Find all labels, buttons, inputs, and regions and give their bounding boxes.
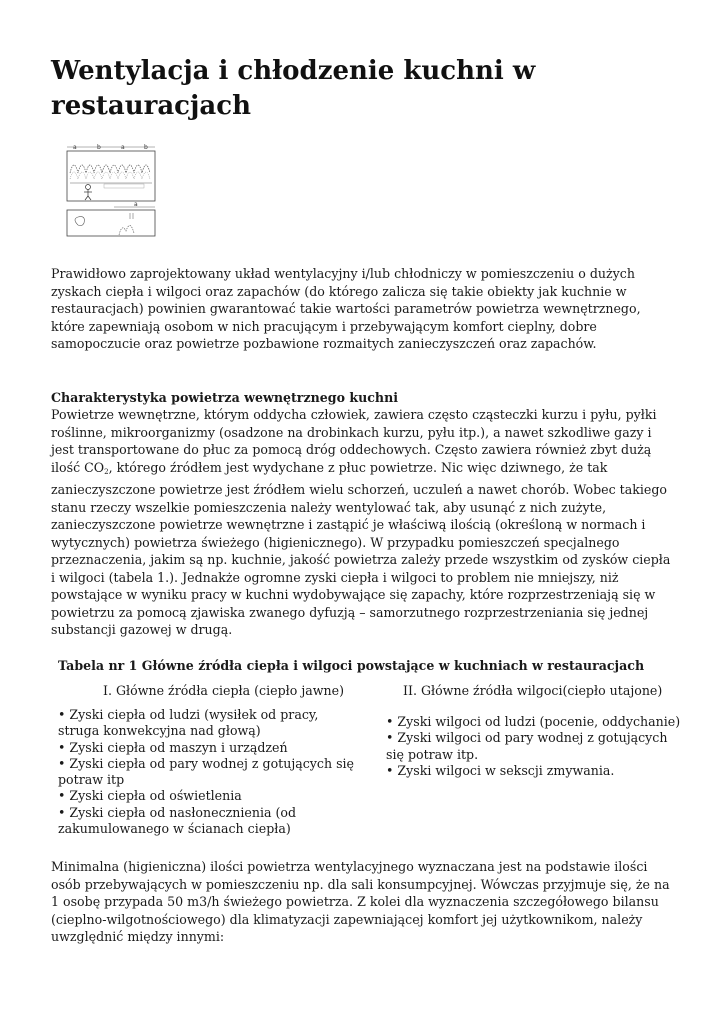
- section-heading: Charakterystyka powietrza wewnętrznego kuchni: [51, 390, 399, 405]
- page-title: Wentylacja i chłodzenie kuchni w restauracjach: [51, 56, 536, 121]
- list-item: • Zyski wilgoci od pary wodnej z gotujących się potraw itp.: [386, 730, 668, 762]
- co2-subscript: 2: [104, 467, 109, 476]
- heat-sources-list: [58, 707, 358, 837]
- closing-paragraph: Minimalna (higieniczna) ilości powietrza wentylacyjnego wyznaczana jest na podstawie ilości osób przebywających w pomieszczeniu np. dla sali konsumpcyjnej. Wówczas przyjmuje się, że na 1 osobę przypada 50 m3/h świeżego powietrza. Z kolei dla wyznaczenia szczegółowego bilansu (cieplno-wilgotnościowego) dla klimatyzacji zapewniającej komfort jej użytkownikom, należy uwzględnić między innymi:: [51, 859, 670, 944]
- table-col1-header: I. Główne źródła ciepła (ciepło jawne): [103, 683, 344, 698]
- intro-paragraph: Prawidłowo zaprojektowany układ wentylacyjny i/lub chłodniczy w pomieszczeniu o dużych zyskach ciepła i wilgoci oraz zapachów (do którego zalicza się takie obiekty jak kuchnie w restauracjach) powinien gwarantować takie wartości parametrów powietrza wewnętrznego, które zapewniają osobom w nich pracującym i przebywającym komfort cieplny, dobre samopoczucie oraz powietrze pozbawione rozmaitych zanieczyszczeń oraz zapachów.: [51, 266, 641, 351]
- section-paragraph-part1: Powietrze wewnętrzne, którym oddycha człowiek, zawiera często cząsteczki kurzu i pyłu, pyłki roślinne, mikroorganizmy (osadzone na drobinkach kurzu, pyłu itp.), a nawet szkodliwe gazy i jest transportowane do płuc za pomocą dróg oddechowych. Często zawiera również zbyt dużą ilość CO: [51, 407, 657, 475]
- moisture-sources-list: [386, 714, 686, 779]
- figure-label-a: a: [73, 144, 77, 151]
- list-item: • Zyski ciepła od ludzi (wysiłek od pracy, struga konwekcyjna nad głową): [58, 707, 319, 739]
- figure-label-a2: a: [121, 144, 125, 151]
- table-col2-header: II. Główne źródła wilgoci(ciepło utajone): [403, 683, 663, 698]
- figure-label-b2: b: [144, 144, 148, 151]
- list-item: • Zyski ciepła od oświetlenia: [58, 788, 242, 804]
- list-item: • Zyski ciepła od nasłonecznienia (od zakumulowanego w ścianach ciepła): [58, 804, 297, 837]
- table-caption: Tabela nr 1 Główne źródła ciepła i wilgoci powstające w kuchniach w restauracjach: [58, 658, 645, 673]
- list-item: • Zyski ciepła od pary wodnej z gotujących się potraw itp: [58, 755, 355, 788]
- figure-label-b: b: [97, 144, 101, 151]
- list-item: • Zyski wilgoci od ludzi (pocenie, oddychanie): [386, 714, 681, 729]
- list-item: • Zyski ciepła od maszyn i urządzeń: [58, 739, 288, 755]
- figure-label-a3: a: [134, 201, 138, 208]
- list-item: • Zyski wilgoci w sekscji zmywania.: [386, 762, 615, 778]
- section-paragraph: [51, 406, 676, 639]
- section-paragraph-part2: , którego źródłem jest wydychane z płuc powietrze. Nic więc dziwnego, że tak zanieczyszczone powietrze jest źródłem wielu schorzeń, uczuleń a nawet chorób. Wobec takiego stanu rzeczy wszelkie pomieszczenia należy wentylować tak, aby usunąć z nich zużyte, zanieczyszczone powietrze wewnętrzne i zastąpić je właściwą ilością (określoną w normach i wytycznych) powietrza świeżego (higienicznego). W przypadku pomieszczeń specjalnego przeznaczenia, jakim są np. kuchnie, jakość powietrza zależy przede wszystkim od zysków ciepła i wilgoci (tabela 1.). Jednakże ogromne zyski ciepła i wilgoci to problem nie mniejszy, niż powstające w wyniku pracy w kuchni wydobywające się zapachy, które rozprzestrzeniają się w powietrzu za pomocą zjawiska zwanego dyfuzją – samorzutnego rozprzestrzeniania się jednej substancji gazowej w drugą.: [51, 459, 671, 637]
- ventilation-diagram-image: [64, 143, 158, 239]
